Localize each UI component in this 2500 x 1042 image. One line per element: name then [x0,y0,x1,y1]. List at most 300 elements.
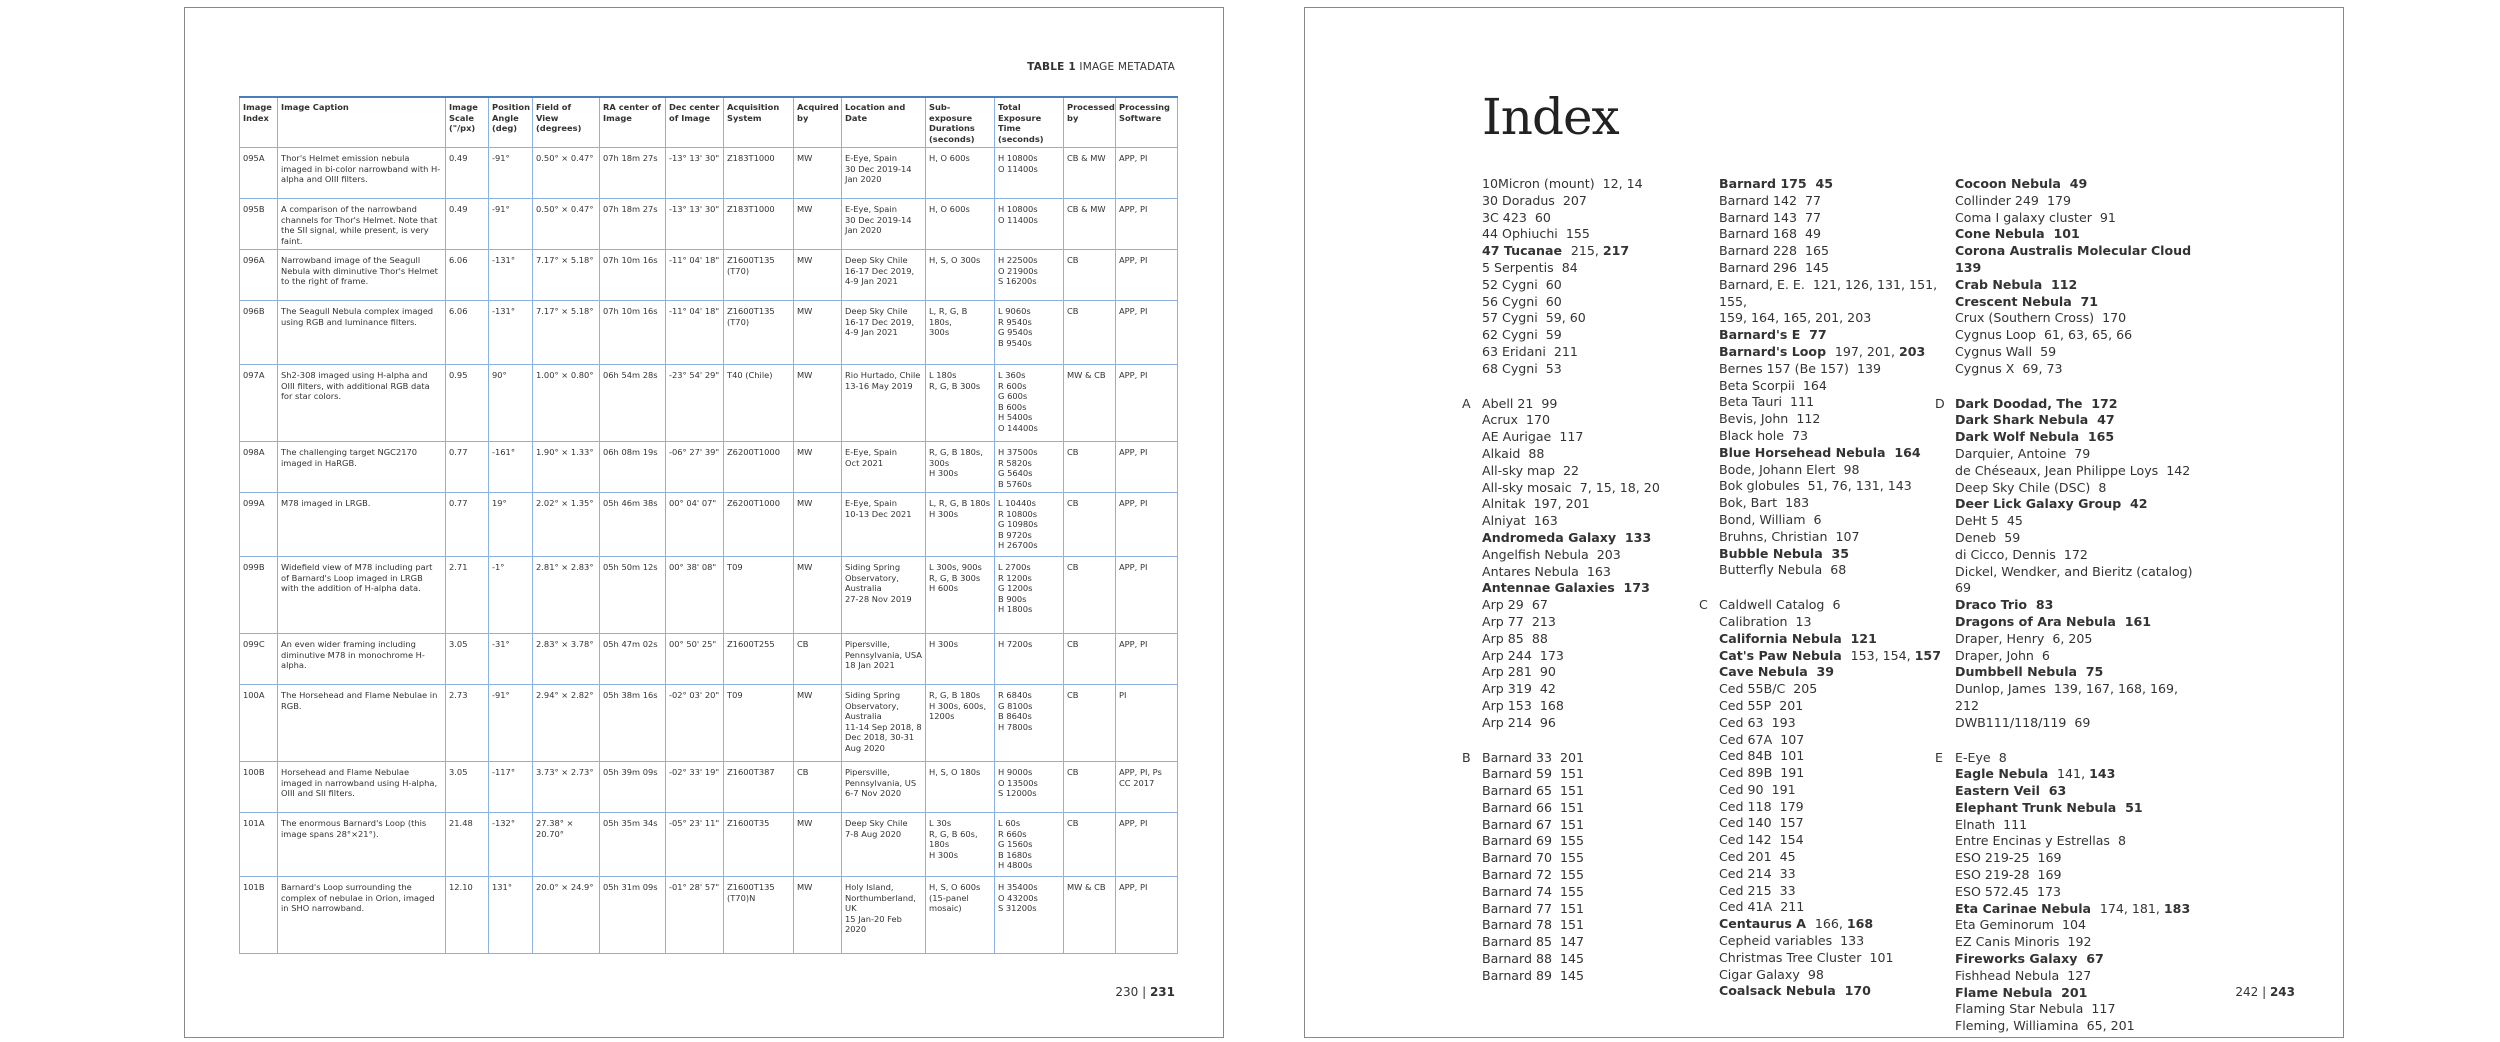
index-pages: 172 [2063,546,2088,562]
index-entry [1482,193,1712,210]
table-cell [926,493,995,557]
index-entry [1955,1018,2205,1035]
index-letter: D [1935,395,1945,411]
cell-line: S 16200s [998,276,1037,286]
table-cell: -06° 27' 39" [666,442,724,493]
cell-line: H 5400s [998,412,1033,422]
index-entry [1719,176,1957,193]
index-entry [1719,361,1957,378]
table-cell: 097A [240,365,278,442]
index-term: Bubble Nebula [1719,545,1823,561]
index-pages-bold: 173 [1623,580,1650,596]
cell-line: UK [845,903,857,913]
table-cell: APP, PI [1116,442,1178,493]
index-term: Barnard, E. E. [1719,276,1805,292]
index-term: Arp 85 [1482,630,1524,646]
cell-line: R 9540s [998,316,1032,327]
index-entry [1719,765,1957,782]
column-header: Location and Date [842,97,926,148]
table-cell: APP, PI [1116,813,1178,877]
cell-line: B 1680s [998,849,1032,860]
table-cell: -91° [489,685,533,762]
cell-line: Pipersville, [845,767,890,777]
index-group [1462,395,1712,732]
index-entry [1955,446,2205,463]
cell-line: Siding Spring [845,562,901,572]
index-entry [1482,867,1712,884]
table-cell: APP, PI [1116,557,1178,634]
table-cell [995,442,1064,493]
table-cell: 05h 35m 34s [600,813,666,877]
index-term: Draper, Henry [1955,630,2045,646]
cell-line: H 1800s [998,604,1033,614]
index-term: Butterfly Nebula [1719,562,1823,578]
cell-line: 4-9 Jan 2021 [845,276,898,286]
table-cell: 07h 10m 16s [600,301,666,365]
table-cell [995,877,1064,954]
index-group [1482,176,1712,378]
table-row [240,634,1178,685]
index-pages-bold: 77 [1809,327,1827,343]
table-cell: MW [794,365,842,442]
table-cell: CB [1064,493,1116,557]
index-entry [1955,547,2205,564]
index-entry [1955,884,2205,901]
table-header [240,97,1178,148]
table-cell [842,199,926,250]
table-cell: CB [1064,685,1116,762]
index-entry [1955,176,2205,193]
table-cell: -02° 33' 19" [666,762,724,813]
cell-line: H 4800s [998,860,1033,870]
cell-line: 27-28 Nov 2019 [845,593,912,604]
index-entry [1719,478,1957,495]
cell-line: E-Eye, Spain [845,498,897,508]
column-header: Acquisition System [724,97,794,148]
table-cell [926,557,995,634]
index-entry [1719,748,1957,765]
cell-line: Observatory, [845,700,899,711]
index-pages: 211 [1780,899,1805,915]
index-entry [1719,260,1957,277]
index-pages-bold: 203 [1898,343,1926,359]
index-pages: 33 [1779,865,1796,881]
table-cell: The Seagull Nebula complex imaged using RGB and luminance filters. [278,301,446,365]
table-cell: 099B [240,557,278,634]
index-term: Calibration [1719,613,1788,629]
index-term: ESO 572.45 [1955,883,2029,899]
index-term: Flaming Star Nebula [1955,1001,2084,1017]
table-cell: 19° [489,493,533,557]
index-pages: 174, 181, [2099,900,2164,916]
index-entry [1955,210,2205,227]
cell-line: R 5820s [998,457,1032,468]
cell-line: (15-panel [929,892,969,903]
table-cell: PI [1116,685,1178,762]
table-cell: APP, PI [1116,877,1178,954]
index-pages: 211 [1553,343,1578,359]
index-pages: 107 [1835,528,1860,544]
index-entry [1719,445,1957,462]
index-term: Ced 63 [1719,714,1764,730]
index-term: Bevis, John [1719,411,1789,427]
index-pages: 90 [1539,664,1556,680]
index-pages: 170 [1525,412,1550,428]
cell-line: H 600s [929,583,959,593]
table-cell: 2.71 [446,557,489,634]
table-cell: 0.95 [446,365,489,442]
index-term: Dickel, Wendker, and Bieritz (catalog) [1955,563,2193,579]
table-cell: -117° [489,762,533,813]
index-pages: 91 [2099,209,2116,225]
table-cell [995,301,1064,365]
index-term: 3C 423 [1482,209,1527,225]
index-pages: 151 [1560,766,1585,782]
index-term: Barnard 77 [1482,900,1552,916]
table-row [240,250,1178,301]
index-pages: 8 [1998,749,2007,765]
index-entry [1955,226,2205,243]
index-entry [1482,951,1712,968]
cell-line: Observatory, [845,572,899,583]
index-pages: 69 [1955,580,1972,596]
index-entry [1482,412,1712,429]
table-cell: CB & MW [1064,199,1116,250]
index-pages-bold: 157 [1914,647,1941,663]
index-entry [1955,867,2205,884]
left-folio [1115,985,1175,999]
index-group [1955,176,2205,378]
index-entry [1719,529,1957,546]
cell-line: Deep Sky Chile [845,818,908,828]
table-cell: T09 [724,557,794,634]
index-pages-bold: 71 [2080,293,2099,309]
index-entry [1955,681,2205,715]
index-entry [1955,783,2205,800]
table-cell: 07h 18m 27s [600,199,666,250]
cell-line: Jan 2020 [845,225,882,235]
index-entry [1719,815,1957,832]
index-pages: 60 [1534,209,1551,225]
index-pages-bold: 63 [2048,783,2067,799]
table-cell: -31° [489,634,533,685]
right-page [1304,7,2344,1038]
cell-line: B 5760s [998,478,1032,489]
cell-line: 16-17 Dec 2019, [845,265,915,276]
index-pages: 101 [1869,949,1894,965]
index-term: Barnard 66 [1482,799,1552,815]
index-pages: 117 [2091,1001,2116,1017]
cell-line: R 10800s [998,508,1038,519]
index-term: Deep Sky Chile (DSC) [1955,479,2091,495]
index-pages-bold: 168 [1846,916,1874,932]
index-entry [1719,344,1957,361]
cell-line: 2020 [845,924,867,934]
cell-line: Dec 2018, 30-31 [845,732,915,742]
index-pages: 69 [2074,714,2091,730]
cell-line: O 11400s [998,163,1038,174]
table-cell: 100A [240,685,278,762]
index-entry [1482,580,1712,597]
index-term: Crescent Nebula [1955,293,2072,309]
index-term: Ced 89B [1719,765,1773,781]
index-term: Barnard 228 [1719,243,1798,259]
table-cell: 0.77 [446,493,489,557]
cell-line: H 10800s [998,153,1038,163]
index-pages-bold: 45 [1815,176,1833,191]
cell-line: H 22500s [998,255,1038,265]
table-cell: 05h 50m 12s [600,557,666,634]
index-term: Christmas Tree Cluster [1719,949,1862,965]
index-entry [1719,983,1957,1000]
column-header: Dec center of Image [666,97,724,148]
table-cell: 101B [240,877,278,954]
cell-line: R, G, B 180s, [929,447,983,457]
table-cell: APP, PI [1116,301,1178,365]
cell-line: 180s [929,839,950,849]
cell-line: Deep Sky Chile [845,255,908,265]
index-entry [1719,916,1957,933]
cell-line: S 31200s [998,903,1037,913]
table-cell: M78 imaged in LRGB. [278,493,446,557]
table-cell: An even wider framing including diminutive M78 in monochrome H-alpha. [278,634,446,685]
index-entry [1955,917,2205,934]
table-cell: 0.50° × 0.47° [533,199,600,250]
index-entry [1955,750,2205,767]
table-cell [842,762,926,813]
index-entry [1955,817,2205,834]
index-letter: E [1935,749,1943,765]
index-entry [1719,226,1957,243]
index-term: Dumbbell Nebula [1955,664,2078,680]
table-cell: -02° 03' 20" [666,685,724,762]
index-term: Coalsack Nebula [1719,983,1836,999]
column-header: Acquired by [794,97,842,148]
table-cell: -91° [489,148,533,199]
table-cell: -132° [489,813,533,877]
index-group [1462,749,1712,985]
index-pages: 88 [1531,630,1548,646]
table-cell: Z1600T135 (T70) [724,301,794,365]
index-entry [1719,698,1957,715]
table-cell: -13° 13' 30" [666,148,724,199]
table-cell [926,877,995,954]
index-entry [1482,243,1712,260]
table-cell: Z1600T255 [724,634,794,685]
index-group [1699,597,1957,1000]
index-term: Arp 77 [1482,613,1524,629]
index-entry [1955,934,2205,951]
index-column-3 [1935,176,2205,1035]
index-pages: 203 [1596,546,1621,562]
index-entry [1719,648,1957,665]
table-row [240,365,1178,442]
cell-line: G 8100s [998,700,1033,711]
table-cell: 6.06 [446,301,489,365]
table-cell: 2.02° × 1.35° [533,493,600,557]
index-term: Abell 21 [1482,395,1534,411]
table-cell [842,877,926,954]
index-term: Arp 153 [1482,697,1532,713]
column-header: Image Scale ("/px) [446,97,489,148]
index-entry [1719,715,1957,732]
cell-line: L 30s [929,818,952,828]
index-term: Ced 67A [1719,731,1773,747]
index-term: Draco Trio [1955,597,2028,613]
table-cell: Z6200T1000 [724,493,794,557]
cell-line: R, G, B 60s, [929,828,978,839]
table-cell: MW [794,250,842,301]
index-entry [1719,562,1957,579]
index-pages: 205 [1793,681,1818,697]
table-row [240,148,1178,199]
cell-line: 1200s [929,711,955,721]
index-pages: 98 [1843,461,1860,477]
cell-line: 15 Jan-20 Feb [845,913,902,924]
index-term: Collinder 249 [1955,192,2039,208]
index-pages: 84 [1561,259,1578,275]
table-caption [1027,61,1175,73]
cell-line: 10-13 Dec 2021 [845,508,912,519]
index-term: Elnath [1955,816,1996,832]
index-entry [1955,800,2205,817]
table-cell: Sh2-308 imaged using H-alpha and OIII filters, with additional RGB data for star colors. [278,365,446,442]
index-term: Coma I galaxy cluster [1955,209,2092,225]
index-term: Corona Australis Molecular Cloud [1955,243,2192,259]
index-pages: 139, 167, 168, 169, 212 [1955,681,2179,713]
index-pages: 191 [1780,765,1805,781]
cell-line: R, G, B 300s [929,572,981,583]
table-cell [842,442,926,493]
cell-line: L 60s [998,818,1021,828]
table-cell: Z183T1000 [724,199,794,250]
cell-line: H 300s [929,849,959,860]
index-term: 159, 164, 165, 201, 203 [1719,310,1872,326]
index-pages: 73 [1792,427,1809,443]
index-term: Arp 319 [1482,681,1532,697]
cell-line: 11-14 Sep 2018, 8 [845,721,922,732]
column-header: Field of View (degrees) [533,97,600,148]
cell-line: H, S, O 600s [929,882,981,892]
index-entry [1719,899,1957,916]
table-cell: APP, PI [1116,148,1178,199]
index-term: Cigar Galaxy [1719,966,1800,982]
index-entry [1719,378,1957,395]
index-pages-bold: 170 [1844,983,1871,999]
index-entry [1955,294,2205,311]
table-cell: 0.49 [446,199,489,250]
column-header: Total Exposure Time (seconds) [995,97,1064,148]
index-entry [1955,985,2205,1002]
table-cell: Z6200T1000 [724,442,794,493]
index-pages: 79 [2074,445,2091,461]
index-pages: 51, 76, 131, 143 [1807,478,1912,494]
folio-right-number: 243 [2269,985,2295,999]
index-entry [1482,463,1712,480]
index-entry [1955,833,2205,850]
table-cell: MW [794,148,842,199]
index-pages: 59 [2004,529,2021,545]
table-cell [842,813,926,877]
table-cell [995,685,1064,762]
table-cell: 3.05 [446,762,489,813]
index-pages: 111 [1790,394,1815,410]
index-entry [1719,310,1957,327]
table-cell: 07h 18m 27s [600,148,666,199]
table-cell [842,148,926,199]
index-entry [1482,176,1712,193]
index-group-gap [1955,378,2205,396]
column-header: RA center of Image [600,97,666,148]
index-entry [1719,933,1957,950]
table-cell: CB [1064,442,1116,493]
index-entry [1482,664,1712,681]
table-cell: Z1600T387 [724,762,794,813]
index-term: Barnard 142 [1719,192,1798,208]
table-cell [995,813,1064,877]
cell-line: 13-16 May 2019 [845,380,913,391]
cell-line: H 35400s [998,882,1038,892]
index-term: di Cicco, Dennis [1955,546,2056,562]
table-row [240,493,1178,557]
table-cell: The enormous Barnard's Loop (this image spans 28°×21°). [278,813,446,877]
index-term: Barnard's Loop [1719,343,1827,359]
index-entry [1955,361,2205,378]
index-entry [1482,429,1712,446]
cell-line: O 13500s [998,777,1038,788]
index-entry [1482,446,1712,463]
folio-separator: | [2258,985,2270,999]
index-pages-bold: 49 [2069,176,2088,191]
index-pages: 151 [1560,799,1585,815]
table-cell: Z183T1000 [724,148,794,199]
index-pages-bold: 42 [2130,496,2148,512]
index-entry [1482,210,1712,227]
index-entry [1719,967,1957,984]
index-pages: 154 [1779,832,1804,848]
index-entry [1482,934,1712,951]
index-pages: 151 [1560,900,1585,916]
cell-line: H 300s [929,468,959,478]
table-cell [926,301,995,365]
index-entry [1482,547,1712,564]
index-term: 47 Tucanae [1482,243,1563,259]
index-entry [1482,614,1712,631]
index-pages: 107 [1780,731,1805,747]
table-cell [842,250,926,301]
index-column-1 [1462,176,1712,985]
table-cell: MW [794,493,842,557]
index-group [1935,749,2205,1036]
index-term: Ced 55P [1719,697,1772,713]
table-cell [926,199,995,250]
index-pages: 60 [1545,276,1562,292]
index-term: Barnard 33 [1482,749,1552,765]
table-cell: -91° [489,199,533,250]
index-pages: 151 [1560,783,1585,799]
index-group-gap [1719,579,1957,597]
index-term: Draper, John [1955,647,2034,663]
index-pages: 153, 154, [1850,647,1915,663]
index-pages: 183 [1785,495,1810,511]
index-pages: 13 [1795,613,1812,629]
index-entry [1719,732,1957,749]
index-entry [1482,901,1712,918]
cell-line: H 7200s [998,639,1033,649]
index-pages: 151 [1560,917,1585,933]
table-cell: 099A [240,493,278,557]
index-entry [1482,344,1712,361]
